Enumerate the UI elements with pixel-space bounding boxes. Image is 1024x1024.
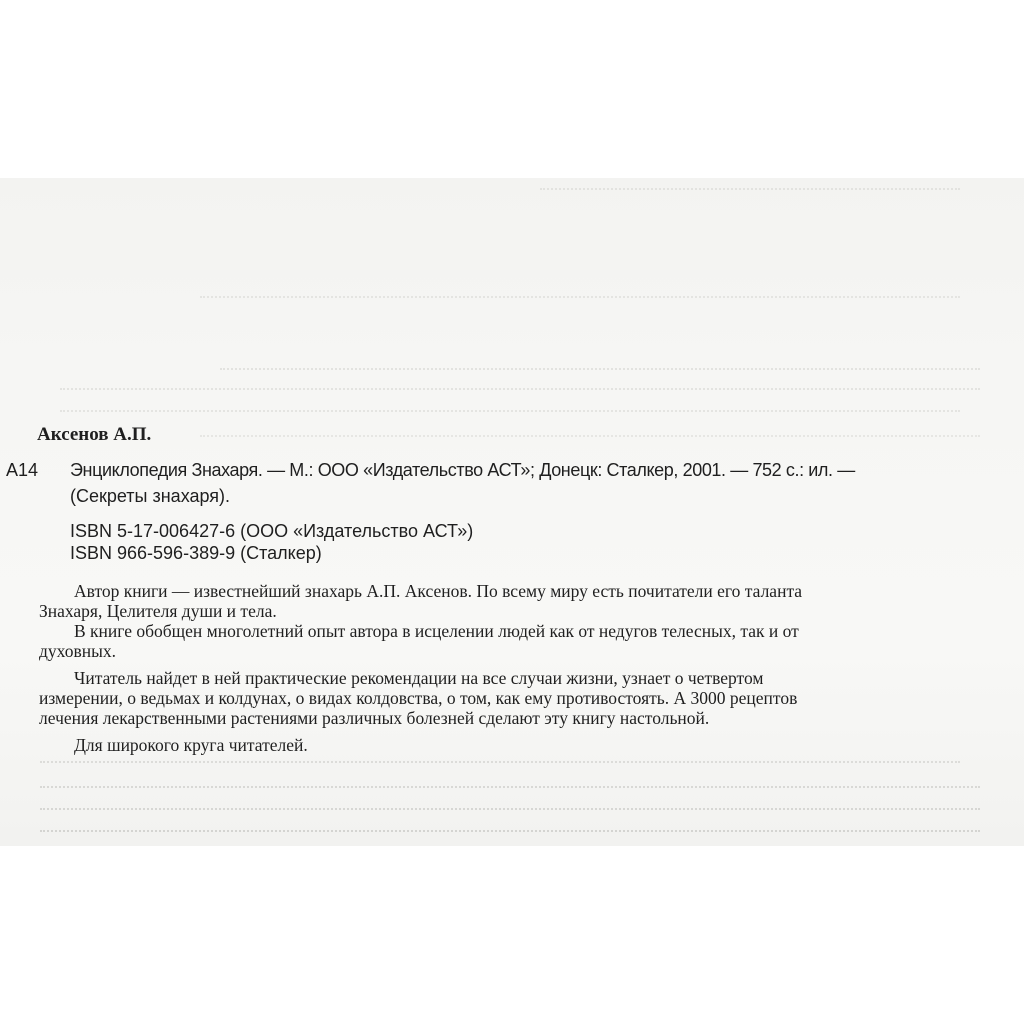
show-through-line — [40, 830, 980, 838]
book-page — [0, 178, 1024, 846]
show-through-line — [540, 188, 960, 196]
show-through-line — [40, 761, 960, 769]
audience-note: Для широкого круга читателей. — [74, 735, 308, 755]
isbn-ast: ISBN 5-17-006427-6 (ООО «Издательство АСТ») — [70, 521, 474, 541]
annotation-line: Автор книги — известнейший знахарь А.П. Аксенов. По всему миру есть почитатели его таланта — [74, 581, 803, 601]
show-through-line — [200, 435, 980, 443]
isbn-stalker: ISBN 966-596-389-9 (Сталкер) — [70, 543, 322, 563]
show-through-line — [220, 368, 980, 376]
annotation-line: лечения лекарственными растениями различных болезней сделают эту книгу настольной. — [39, 708, 710, 728]
series-title: (Секреты знахаря). — [70, 486, 231, 506]
show-through-line — [40, 786, 980, 794]
annotation-line: Читатель найдет в ней практические рекомендации на все случаи жизни, узнает о четвертом — [74, 668, 764, 688]
annotation-line: В книге обобщен многолетний опыт автора в исцелении людей как от недугов телесных, так и от — [74, 621, 799, 641]
show-through-line — [60, 388, 980, 396]
annotation-line: измерении, о ведьмах и колдунах, о видах колдовства, о том, как ему противостоять. А 3000 рецептов — [39, 688, 798, 708]
annotation-line: Знахаря, Целителя души и тела. — [39, 601, 277, 621]
show-through-line — [40, 808, 980, 816]
author-heading: Аксенов А.П. — [37, 424, 152, 445]
show-through-line — [60, 410, 960, 418]
classification-code: А14 — [6, 460, 39, 480]
bibliographic-description: Энциклопедия Знахаря. — М.: ООО «Издательство АСТ»; Донецк: Сталкер, 2001. — 752 с.: ил. — — [70, 460, 855, 480]
show-through-line — [200, 296, 960, 304]
annotation-line: духовных. — [39, 641, 116, 661]
